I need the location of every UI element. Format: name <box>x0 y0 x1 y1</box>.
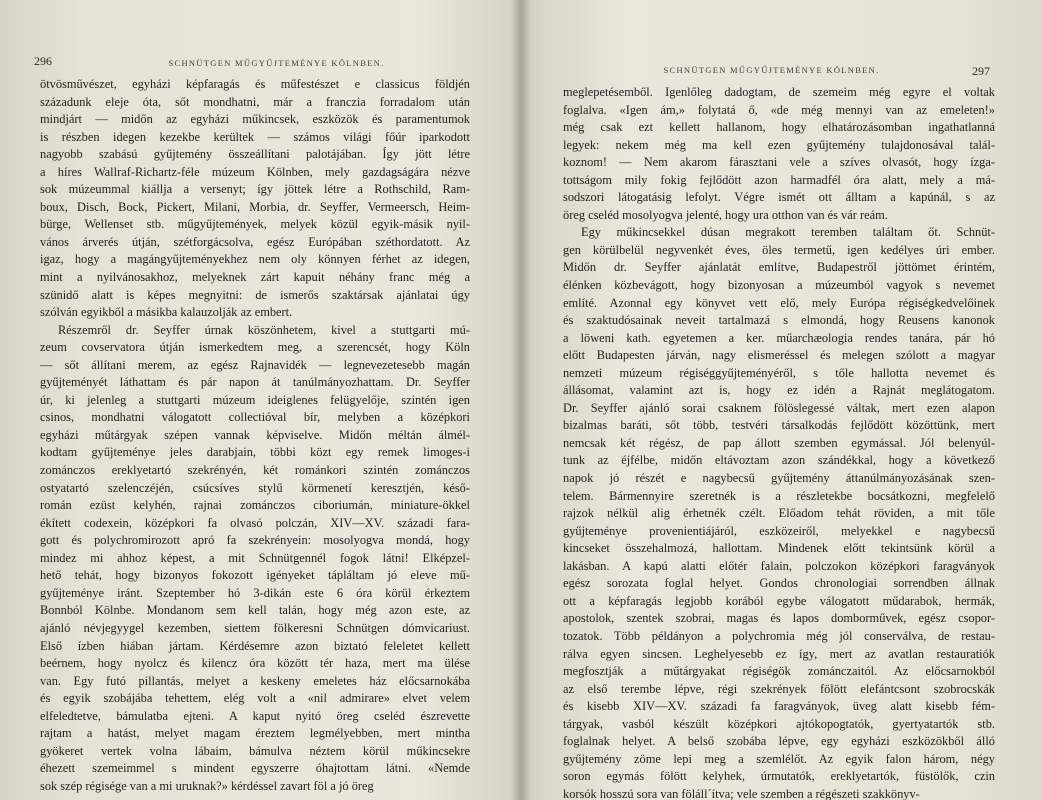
text-line: egész sorozata foglal helyet. Gondos chronologiai sorrendben állnak <box>563 576 995 591</box>
text-line: és egyik szobájába tehettem, elég volt a «nil admirare» elvet velem <box>40 691 470 706</box>
right-page <box>521 0 1042 800</box>
text-line: gyűjteményét láthattam és pár napon át tanúlmányozhattam. Dr. Seyffer <box>40 375 470 390</box>
text-line: hető tehát, hogy bizonyos fokozott igényeket tápláltam jó eleve mű- <box>40 568 470 583</box>
text-line: lakásban. A kapú alatti előtér falain, polczokon középkori faragványok <box>563 558 995 573</box>
text-line: egyházi műtárgyak szépen vannak képviselve. Midőn méltán álmél- <box>40 427 470 442</box>
text-line: ott a képfaragás legjobb korából egybe válogatott műdarabok, hermák, <box>563 593 995 608</box>
text-line: korsók hosszú sora van föláll´ítva; vele szemben a régészeti szakkönyv- <box>563 786 920 800</box>
running-head-right: SCHNÜTGEN MŰGYŰJTEMÉNYE KÖLNBEN. <box>663 65 880 75</box>
text-line: még csak ezt kellett hallanom, hogy elhatározásomban ingathatlanná <box>563 120 995 135</box>
page-number-right: 297 <box>972 64 990 78</box>
text-line: szólván egyikből a másikba kalauzolják az embert. <box>40 305 293 320</box>
text-line: apostolok, szentek szobrai, magas és lapos domborművek, egész csopor- <box>563 611 995 626</box>
text-line: soron egymás fölött kelyhek, úrmutatók, ereklyetartók, füstölők, czin <box>563 769 995 784</box>
text-line: gyűjtemény zöme lepi meg a szemlélőt. Az egyik falon három, négy <box>563 751 995 766</box>
text-line: telem. Bármennyire szeretnék is a részletekbe bocsátkozni, megfelelő <box>563 488 995 503</box>
text-line: ostyatartó szelenczéjén, csúcsíves stylű körmenetí keresztjén, késő- <box>40 480 470 495</box>
text-line: tozatok. Több példányon a polychromia még jól conserválva, de restau- <box>563 628 995 643</box>
text-line: zománczos ereklyetartó szekrényén, két románkori szintén zománczos <box>40 463 470 478</box>
text-line: gyűjteménye provenientiájáról, eszközeiről, melyekkel e nagybecsű <box>563 523 995 538</box>
text-line: csinos, mondhatni válogatott collectióval bír, melyben a középkori <box>40 410 470 425</box>
text-line: szünidő alatt is képes megnyitni: de ismerős szaktársak ajánlatai úgy <box>40 287 470 302</box>
text-line: nemcsak két régész, de pap állott szemben egymással. Jól belenyúl- <box>563 435 995 450</box>
text-line: koznom! — Nem akarom fárasztani vele a szíves olvasót, hogy ízga- <box>563 155 995 170</box>
body-text-right <box>563 84 995 800</box>
text-line: Bonnból Kölnbe. Mondanom sem kell talán, hogy még azon este, az <box>40 603 470 618</box>
text-line: és kisebb XIV—XV. századi fa faragványok, üveg alatt kisebb fém- <box>563 699 995 714</box>
text-line: napok jó részét e nagybecsű gyűjtemény áttanúlmányozásának szen- <box>563 471 995 486</box>
text-line: rajzok nélkül alig érhetnék czélt. Előadom tehát röviden, a mit tőle <box>563 506 995 521</box>
text-line: boux, Disch, Bock, Pickert, Milani, Morbia, dr. Seyffer, Vermeersch, Heim- <box>40 199 470 214</box>
text-line: meglepetésemből. Igenlőleg dadogtam, de szemeim még egyre el voltak <box>563 85 995 99</box>
text-line: kincseket összehalmozá, hallottam. Mindenek előtt tekintsünk körül a <box>563 541 995 556</box>
text-line: — sőt állítani merem, az egész Rajnavidék — legnevezetesebb magán <box>40 357 470 372</box>
text-line: Egy műkincsekkel dúsan megrakott teremben találtam őt. Schnüt- <box>581 225 995 240</box>
text-line: gyökeret vertek volna lábaim, bámulva néztem körül műkincsekre <box>40 743 470 758</box>
text-line: Midőn dr. Seyffer ajánlatát említve, Budapestről jöttömet érintém, <box>563 260 995 275</box>
text-line: az első terembe lépve, régi szekrények fölött elefántcsont szobrocskák <box>563 681 995 696</box>
text-line: nemzeti múzeum régiséggyűjteményéről, s tőle hallotta nevemet és <box>563 365 995 380</box>
text-line: rálva egyen sincsen. Leghelyesebb ez így, mert az avatlan restauratiók <box>563 646 995 661</box>
text-line: legyek: nekem még ma kell ezen gyűjtemény tulajdonosával talál- <box>563 137 995 152</box>
text-line: bürge, Wellenset stb. műgyűjtemények, melyek közül egyik-másik nyil- <box>40 217 470 232</box>
text-line: beérnem, hogy nyolcz és kilencz óra között tér haza, mert ma ülése <box>40 656 470 671</box>
page-number-left: 296 <box>34 54 52 68</box>
text-line: gyűjteménye iránt. Szeptember hó 3-dikán este 6 óra körül érkeztem <box>40 585 470 600</box>
text-line: mint a nyilvánosakhoz, melyeknek zárt kapuit néhány franc még a <box>40 270 470 285</box>
text-line: gen körülbelül negyvenkét éves, öles termetű, igen kedélyes úri ember. <box>563 242 995 257</box>
text-line: sok szép régisége van a mi uruknak?» kérdéssel zavart föl a jó öreg <box>40 778 374 793</box>
text-line: sodszori látogatásig lefolyt. Végre ismét ott álltam a kapúnál, s az <box>563 190 995 205</box>
text-line: nagyobb szabású gyűjtemény összeállítani palotájában. Így jött létre <box>40 147 470 162</box>
text-line: említé. Azonnal egy könyvet vett elő, mely Európa régiségkedvelőinek <box>563 295 995 310</box>
text-line: állásomat, valamint azt is, hogy ez idén a Rajnát meglátogatom. <box>563 383 995 398</box>
text-line: mindez mi ahhoz képest, a mit Schnütgennél fogok látni! Elképzel- <box>40 550 470 565</box>
text-line: Dr. Seyffer ajánló sorai csaknem fölöslegessé váltak, mert ezen alapon <box>563 400 995 415</box>
text-line: mindjárt — midőn az egyházi műkincsek, eszközök és paramentumok <box>40 112 470 127</box>
text-line: és szaktudósainak neveit tartalmazá s elmondá, hogy Reusens kanonok <box>563 313 995 328</box>
text-line: ötvösművészet, egyházi képfaragás és műfestészet e classicus földjén <box>40 77 470 91</box>
text-line: román ezüst kelyhén, rajnai zománczos ciboriumán, miniature-ökkel <box>40 498 470 513</box>
body-text-left <box>40 76 470 795</box>
text-line: van. Egy futó pillantás, melyet a keskeny emeletes ház előcsarnokába <box>40 673 470 688</box>
text-line: vános árverés útján, szétforgácsolva, egész Európában széthordatott. Az <box>40 234 470 249</box>
text-line: igaz, hogy a magángyűjteményekhez nem oly könnyen férhet az idegen, <box>40 252 470 267</box>
text-line: foglalva. «Igen ám,» folytatá ő, «de még mennyi van az emeleten!» <box>563 102 995 117</box>
text-line: ékített codexein, középkori fa olvasó polczán, XIV—XV. századi fara- <box>40 515 470 530</box>
text-line: századunk eleje óta, sőt mondhatni, már a franczia forradalom után <box>40 94 470 109</box>
text-line: a híres Wallraf-Richartz-féle múzeum Kölnben, mely gazdagságára nézve <box>40 164 470 179</box>
text-line: tárgyak, vasból készült középkori ajtókopogtatók, gyertyatartók stb. <box>563 716 995 731</box>
text-line: is részben idegen kezekbe kerültek — számos világi főúr iparkodott <box>40 129 470 144</box>
text-line: ajánló névjegyygel kezemben, siettem fölkeresni Schnütgen dómvicariust. <box>40 620 470 635</box>
text-line: előtt Budapesten járván, nagy elismeréssel és melegen szólott a magyar <box>563 348 995 363</box>
text-line: zeum covservatora útján ismerkedtem meg, a szerencsét, hogy Köln <box>40 340 470 355</box>
running-head-left: SCHNÜTGEN MŰGYŰJTEMÉNYE KÖLNBEN. <box>168 58 385 68</box>
text-line: a löweni kath. egyetemen a ker. műarchæologia rendes tanára, pár hó <box>563 330 995 345</box>
text-line: rajtam a hatást, melyet magam éreztem legmélyebben, mert mintha <box>40 726 470 741</box>
text-line: úr, ki jelenleg a stuttgarti múzeum ideiglenes felügyelője, szintén igen <box>40 392 470 407</box>
text-line: bizalmas baráti, sőt több, testvéri társalkodás fejlődött közöttünk, mert <box>563 418 995 433</box>
text-line: élénken közbevágott, hogy bizonyosan a múzeumból vagyok s nevemet <box>563 278 995 293</box>
text-line: Részemről dr. Seyffer úrnak köszönhetem, kivel a stuttgarti mú- <box>58 322 470 337</box>
text-line: Első ízben hiában jártam. Kérdésemre azon biztató feleletet kellett <box>40 638 470 653</box>
text-line: éhezett szemeimmel s mindent egyszerre óhajtottam látni. «Nemde <box>40 761 470 776</box>
text-line: tottságom mily fokig fejlődött azon harmadfél óra alatt, mely a má- <box>563 172 995 187</box>
text-line: megfosztják a műtárgyakat régiségök zománczaitól. Az előcsarnokból <box>563 664 995 679</box>
text-line: sok múzeummal kiállja a versenyt; így jöttek létre a Rothschild, Ram- <box>40 182 470 197</box>
text-line: foglalnak helyet. A belső szobába lépve, egy egyházi eszközökből álló <box>563 734 995 749</box>
text-line: gott és polychromirozott apró fa szekrényein: mosolyogva mondá, hogy <box>40 533 470 548</box>
text-line: tunk az éjfélbe, midőn eltávoztam azon szándékkal, hogy a következő <box>563 453 995 468</box>
text-line: öreg cseléd mosolyogva jelenté, hogy ura otthon van és vár reám. <box>563 207 888 222</box>
text-line: elfeledtetve, bámulatba ejteni. A kaput nyitó öreg cseléd észrevette <box>40 708 470 723</box>
text-line: kodtam gyűjteménye jeles darabjain, többi közt egy remek limoges-i <box>40 445 470 460</box>
